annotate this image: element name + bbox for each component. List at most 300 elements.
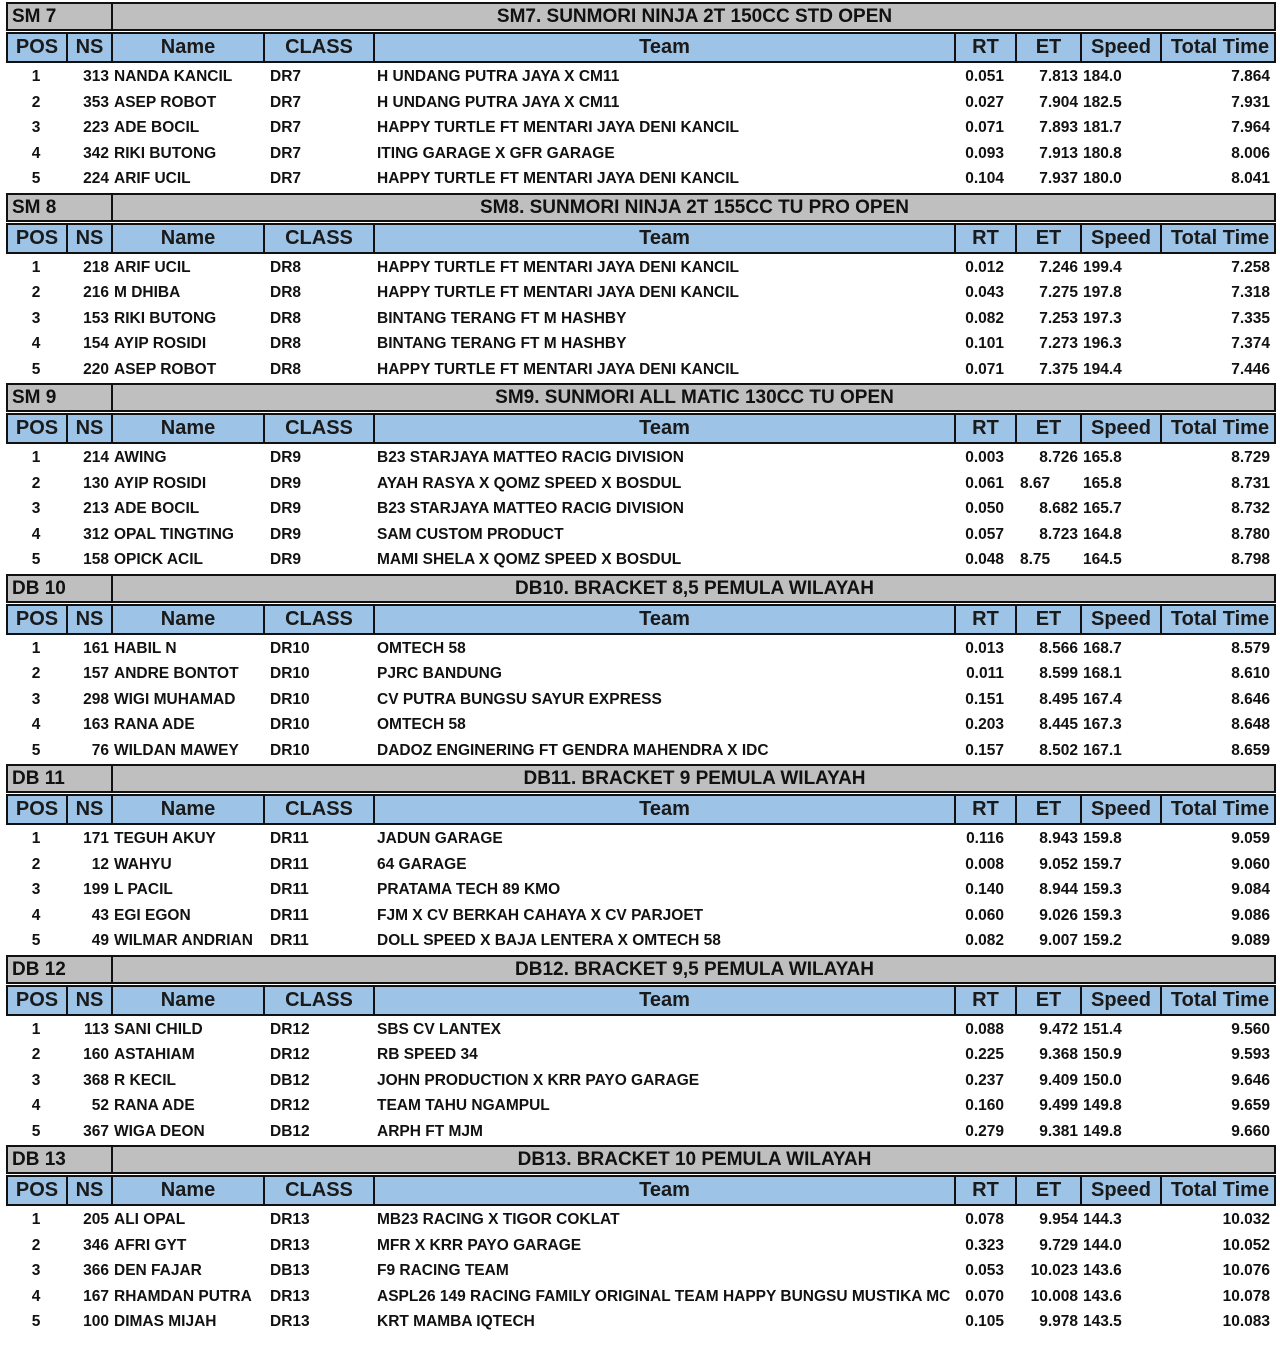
results-rows xyxy=(6,255,1276,383)
class-cell: DR9 xyxy=(270,500,302,518)
category-code: SM 9 xyxy=(8,385,113,410)
reaction-time-cell: 0.043 xyxy=(965,284,1004,302)
column-header: NS xyxy=(68,415,113,442)
class-cell: DR10 xyxy=(270,665,310,683)
position-cell: 5 xyxy=(31,1122,41,1140)
total-time-cell: 8.798 xyxy=(1231,551,1270,569)
elapsed-time-cell: 9.729 xyxy=(1039,1236,1078,1254)
number-cell: 113 xyxy=(83,1020,109,1038)
position-cell: 1 xyxy=(31,639,41,657)
class-cell: DR7 xyxy=(270,93,302,111)
reaction-time-cell: 0.060 xyxy=(965,906,1004,924)
team-cell: RB SPEED 34 xyxy=(377,1046,478,1064)
rider-name-cell: RANA ADE xyxy=(114,716,195,734)
number-cell: 353 xyxy=(83,93,109,111)
rider-name-cell: DEN FAJAR xyxy=(114,1262,202,1280)
reaction-time-cell: 0.071 xyxy=(965,360,1004,378)
category-code: DB 12 xyxy=(8,957,113,982)
team-cell: DADOZ ENGINERING FT GENDRA MAHENDRA X IDC xyxy=(377,741,769,759)
category-title: DB12. BRACKET 9,5 PEMULA WILAYAH xyxy=(515,958,874,980)
number-cell: 100 xyxy=(83,1313,109,1331)
total-time-cell: 9.660 xyxy=(1231,1122,1270,1140)
column-header: RT xyxy=(956,1177,1017,1204)
total-time-cell: 9.089 xyxy=(1231,932,1270,950)
results-rows xyxy=(6,636,1276,764)
number-cell: 49 xyxy=(91,932,109,950)
total-time-cell: 8.646 xyxy=(1231,690,1270,708)
team-cell: KRT MAMBA IQTECH xyxy=(377,1313,535,1331)
elapsed-time-cell: 9.978 xyxy=(1039,1313,1078,1331)
position-cell: 3 xyxy=(31,690,41,708)
class-cell: DB12 xyxy=(270,1122,310,1140)
speed-cell: 159.8 xyxy=(1083,830,1122,847)
speed-cell: 159.3 xyxy=(1083,906,1122,924)
column-header: Total Time xyxy=(1170,226,1270,249)
reaction-time-cell: 0.008 xyxy=(965,855,1004,873)
column-header: NS xyxy=(68,987,113,1014)
position-cell: 5 xyxy=(31,360,41,378)
column-header: ET xyxy=(1017,225,1082,252)
class-cell: DR7 xyxy=(270,144,302,162)
rider-name-cell: AYIP ROSIDI xyxy=(114,335,207,353)
reaction-time-cell: 0.012 xyxy=(965,258,1004,276)
rider-name-cell: WIGA DEON xyxy=(114,1122,205,1140)
class-cell: DR13 xyxy=(270,1211,310,1228)
column-header: POS xyxy=(8,415,68,442)
team-cell: H UNDANG PUTRA JAYA X CM11 xyxy=(377,68,620,85)
team-cell: HAPPY TURTLE FT MENTARI JAYA DENI KANCIL xyxy=(377,170,739,188)
race-section xyxy=(6,1145,1276,1336)
table-row xyxy=(6,1309,1276,1335)
table-row xyxy=(6,471,1276,497)
team-cell: CV PUTRA BUNGSU SAYUR EXPRESS xyxy=(377,690,662,708)
class-cell: DR9 xyxy=(270,449,302,466)
position-cell: 1 xyxy=(31,68,41,85)
rider-name-cell: OPICK ACIL xyxy=(114,551,203,569)
elapsed-time-cell: 8.445 xyxy=(1039,716,1078,734)
class-cell: DR8 xyxy=(270,360,302,378)
column-header: Name xyxy=(113,225,265,252)
number-cell: 205 xyxy=(83,1211,109,1228)
column-header-row xyxy=(6,413,1276,444)
elapsed-time-cell: 10.023 xyxy=(1030,1262,1078,1280)
rider-name-cell: HABIL N xyxy=(114,639,177,657)
column-header: Name xyxy=(113,34,265,61)
column-header: Team xyxy=(375,987,956,1014)
elapsed-time-cell: 8.75 xyxy=(1020,551,1051,569)
category-code: DB 13 xyxy=(8,1147,113,1172)
category-header xyxy=(6,2,1276,31)
rider-name-cell: ASEP ROBOT xyxy=(114,360,217,378)
team-cell: HAPPY TURTLE FT MENTARI JAYA DENI KANCIL xyxy=(377,360,739,378)
speed-cell: 167.4 xyxy=(1083,690,1122,708)
column-header: NS xyxy=(68,1177,113,1204)
table-row xyxy=(6,1207,1276,1233)
position-cell: 2 xyxy=(31,665,41,683)
team-cell: SBS CV LANTEX xyxy=(377,1020,502,1038)
number-cell: 223 xyxy=(83,119,109,137)
number-cell: 342 xyxy=(83,144,109,162)
column-header: Team xyxy=(375,34,956,61)
table-row xyxy=(6,1119,1276,1145)
category-code: SM 7 xyxy=(8,4,113,29)
reaction-time-cell: 0.323 xyxy=(965,1236,1004,1254)
class-cell: DR10 xyxy=(270,639,310,657)
column-header: Name xyxy=(113,606,265,633)
class-cell: DR7 xyxy=(270,119,302,137)
team-cell: MAMI SHELA X QOMZ SPEED X BOSDUL xyxy=(377,551,682,569)
team-cell: SAM CUSTOM PRODUCT xyxy=(377,525,564,543)
team-cell: JADUN GARAGE xyxy=(377,830,503,847)
race-section xyxy=(6,383,1276,574)
column-header: Total Time xyxy=(1170,988,1270,1011)
total-time-cell: 8.006 xyxy=(1231,144,1270,162)
position-cell: 2 xyxy=(31,93,41,111)
elapsed-time-cell: 7.893 xyxy=(1039,119,1078,137)
team-cell: F9 RACING TEAM xyxy=(377,1262,509,1280)
speed-cell: 182.5 xyxy=(1083,93,1122,111)
position-cell: 5 xyxy=(31,741,41,759)
total-time-cell: 7.964 xyxy=(1231,119,1270,137)
column-header: Team xyxy=(375,796,956,823)
column-header: Name xyxy=(113,987,265,1014)
reaction-time-cell: 0.203 xyxy=(965,716,1004,734)
team-cell: PRATAMA TECH 89 KMO xyxy=(377,881,561,899)
number-cell: 313 xyxy=(83,68,109,85)
class-cell: DR8 xyxy=(270,309,302,327)
position-cell: 3 xyxy=(31,119,41,137)
reaction-time-cell: 0.071 xyxy=(965,119,1004,137)
speed-cell: 144.3 xyxy=(1083,1211,1122,1228)
rider-name-cell: ALI OPAL xyxy=(114,1211,186,1228)
number-cell: 154 xyxy=(83,335,109,353)
table-row xyxy=(6,547,1276,573)
column-header: ET xyxy=(1017,1177,1082,1204)
reaction-time-cell: 0.151 xyxy=(965,690,1004,708)
table-row xyxy=(6,852,1276,878)
elapsed-time-cell: 8.682 xyxy=(1039,500,1078,518)
class-cell: DR11 xyxy=(270,830,309,847)
class-cell: DR11 xyxy=(270,855,309,873)
team-cell: AYAH RASYA X QOMZ SPEED X BOSDUL xyxy=(377,474,682,492)
column-header: POS xyxy=(8,34,68,61)
total-time-cell: 8.780 xyxy=(1231,525,1270,543)
total-time-cell: 8.729 xyxy=(1231,449,1270,466)
reaction-time-cell: 0.051 xyxy=(965,68,1004,85)
total-time-cell: 9.560 xyxy=(1231,1020,1270,1038)
column-header: Speed xyxy=(1082,1177,1162,1204)
column-header: POS xyxy=(8,606,68,633)
reaction-time-cell: 0.225 xyxy=(965,1046,1004,1064)
elapsed-time-cell: 7.913 xyxy=(1039,144,1078,162)
speed-cell: 144.0 xyxy=(1083,1236,1122,1254)
elapsed-time-cell: 9.409 xyxy=(1039,1071,1078,1089)
class-cell: DR10 xyxy=(270,716,310,734)
column-header: RT xyxy=(956,606,1017,633)
speed-cell: 164.8 xyxy=(1083,525,1122,543)
category-header xyxy=(6,955,1276,984)
total-time-cell: 9.593 xyxy=(1231,1046,1270,1064)
number-cell: 368 xyxy=(83,1071,109,1089)
total-time-cell: 7.931 xyxy=(1231,93,1270,111)
column-header: Team xyxy=(375,225,956,252)
position-cell: 2 xyxy=(31,474,41,492)
elapsed-time-cell: 9.368 xyxy=(1039,1046,1078,1064)
column-header: Name xyxy=(113,415,265,442)
number-cell: 216 xyxy=(83,284,109,302)
elapsed-time-cell: 10.008 xyxy=(1030,1287,1078,1305)
total-time-cell: 10.078 xyxy=(1222,1287,1270,1305)
table-row xyxy=(6,445,1276,471)
rider-name-cell: EGI EGON xyxy=(114,906,191,924)
table-row xyxy=(6,115,1276,141)
class-cell: DB13 xyxy=(270,1262,310,1280)
total-time-cell: 7.374 xyxy=(1231,335,1270,353)
column-header: NS xyxy=(68,796,113,823)
table-row xyxy=(6,738,1276,764)
race-section xyxy=(6,2,1276,193)
position-cell: 4 xyxy=(31,906,41,924)
column-header: Team xyxy=(375,1177,956,1204)
class-cell: DR11 xyxy=(270,881,309,899)
column-header: CLASS xyxy=(265,1177,375,1204)
column-header-row xyxy=(6,985,1276,1016)
rider-name-cell: L PACIL xyxy=(114,881,173,899)
number-cell: 213 xyxy=(83,500,109,518)
total-time-cell: 9.060 xyxy=(1231,855,1270,873)
number-cell: 346 xyxy=(83,1236,109,1254)
reaction-time-cell: 0.082 xyxy=(965,932,1004,950)
reaction-time-cell: 0.157 xyxy=(965,741,1004,759)
column-header: Total Time xyxy=(1170,36,1270,58)
table-row xyxy=(6,903,1276,929)
number-cell: 12 xyxy=(91,855,109,873)
speed-cell: 168.7 xyxy=(1083,639,1122,657)
position-cell: 5 xyxy=(31,551,41,569)
category-code: SM 8 xyxy=(8,195,113,220)
class-cell: DR8 xyxy=(270,335,302,353)
rider-name-cell: ADE BOCIL xyxy=(114,500,200,518)
column-header: Total Time xyxy=(1170,1179,1270,1201)
rider-name-cell: ASEP ROBOT xyxy=(114,93,217,111)
position-cell: 4 xyxy=(31,1287,41,1305)
speed-cell: 180.8 xyxy=(1083,144,1122,162)
position-cell: 1 xyxy=(31,1211,41,1228)
number-cell: 130 xyxy=(83,474,109,492)
rider-name-cell: DIMAS MIJAH xyxy=(114,1313,217,1331)
team-cell: HAPPY TURTLE FT MENTARI JAYA DENI KANCIL xyxy=(377,284,739,302)
table-row xyxy=(6,928,1276,954)
class-cell: DR12 xyxy=(270,1020,310,1038)
number-cell: 43 xyxy=(91,906,109,924)
total-time-cell: 9.659 xyxy=(1231,1097,1270,1115)
class-cell: DR13 xyxy=(270,1313,310,1331)
column-header: RT xyxy=(956,415,1017,442)
position-cell: 3 xyxy=(31,500,41,518)
column-header: CLASS xyxy=(265,796,375,823)
table-row xyxy=(6,90,1276,116)
elapsed-time-cell: 7.273 xyxy=(1039,335,1078,353)
speed-cell: 150.9 xyxy=(1083,1046,1122,1064)
column-header: POS xyxy=(8,987,68,1014)
column-header: RT xyxy=(956,34,1017,61)
elapsed-time-cell: 8.495 xyxy=(1039,690,1078,708)
position-cell: 3 xyxy=(31,1071,41,1089)
speed-cell: 181.7 xyxy=(1083,119,1122,137)
number-cell: 158 xyxy=(83,551,109,569)
column-header: RT xyxy=(956,796,1017,823)
category-header xyxy=(6,574,1276,603)
column-header: Speed xyxy=(1082,225,1162,252)
elapsed-time-cell: 8.566 xyxy=(1039,639,1078,657)
team-cell: HAPPY TURTLE FT MENTARI JAYA DENI KANCIL xyxy=(377,119,739,137)
elapsed-time-cell: 7.375 xyxy=(1039,360,1078,378)
reaction-time-cell: 0.061 xyxy=(965,474,1004,492)
table-row xyxy=(6,166,1276,192)
team-cell: MB23 RACING X TIGOR COKLAT xyxy=(377,1211,620,1228)
category-title: SM8. SUNMORI NINJA 2T 155CC TU PRO OPEN xyxy=(480,196,909,218)
rider-name-cell: WILDAN MAWEY xyxy=(114,741,239,759)
class-cell: DR7 xyxy=(270,68,302,85)
results-rows xyxy=(6,64,1276,192)
speed-cell: 149.8 xyxy=(1083,1097,1122,1115)
results-rows xyxy=(6,1017,1276,1145)
column-header: CLASS xyxy=(265,225,375,252)
total-time-cell: 8.579 xyxy=(1231,639,1270,657)
number-cell: 367 xyxy=(83,1122,109,1140)
speed-cell: 143.5 xyxy=(1083,1313,1122,1331)
elapsed-time-cell: 9.472 xyxy=(1039,1020,1078,1038)
reaction-time-cell: 0.237 xyxy=(965,1071,1004,1089)
column-header: CLASS xyxy=(265,415,375,442)
speed-cell: 151.4 xyxy=(1083,1020,1122,1038)
rider-name-cell: AWING xyxy=(114,449,167,466)
position-cell: 5 xyxy=(31,932,41,950)
number-cell: 160 xyxy=(83,1046,109,1064)
class-cell: DR12 xyxy=(270,1046,310,1064)
rider-name-cell: ASTAHIAM xyxy=(114,1046,195,1064)
position-cell: 3 xyxy=(31,881,41,899)
column-header: Speed xyxy=(1082,34,1162,61)
column-header: NS xyxy=(68,34,113,61)
position-cell: 4 xyxy=(31,335,41,353)
column-header: Speed xyxy=(1082,415,1162,442)
speed-cell: 165.7 xyxy=(1083,500,1122,518)
total-time-cell: 7.258 xyxy=(1231,258,1270,276)
position-cell: 2 xyxy=(31,284,41,302)
total-time-cell: 10.052 xyxy=(1222,1236,1270,1254)
category-header xyxy=(6,193,1276,222)
table-row xyxy=(6,331,1276,357)
column-header: ET xyxy=(1017,415,1082,442)
table-row xyxy=(6,826,1276,852)
number-cell: 220 xyxy=(83,360,109,378)
class-cell: DR8 xyxy=(270,284,302,302)
class-cell: DR11 xyxy=(270,932,309,950)
speed-cell: 168.1 xyxy=(1083,665,1122,683)
reaction-time-cell: 0.048 xyxy=(965,551,1004,569)
elapsed-time-cell: 8.502 xyxy=(1039,741,1078,759)
rider-name-cell: RHAMDAN PUTRA xyxy=(114,1287,252,1305)
reaction-time-cell: 0.160 xyxy=(965,1097,1004,1115)
race-section xyxy=(6,574,1276,765)
team-cell: OMTECH 58 xyxy=(377,639,466,657)
speed-cell: 180.0 xyxy=(1083,170,1122,188)
number-cell: 163 xyxy=(83,716,109,734)
position-cell: 3 xyxy=(31,309,41,327)
column-header: NS xyxy=(68,225,113,252)
column-header: CLASS xyxy=(265,606,375,633)
total-time-cell: 7.446 xyxy=(1231,360,1270,378)
table-row xyxy=(6,522,1276,548)
column-header: ET xyxy=(1017,606,1082,633)
rider-name-cell: SANI CHILD xyxy=(114,1020,203,1038)
number-cell: 157 xyxy=(83,665,109,683)
class-cell: DR9 xyxy=(270,551,302,569)
class-cell: DR13 xyxy=(270,1236,310,1254)
speed-cell: 194.4 xyxy=(1083,360,1122,378)
speed-cell: 143.6 xyxy=(1083,1262,1122,1280)
team-cell: FJM X CV BERKAH CAHAYA X CV PARJOET xyxy=(377,906,704,924)
column-header: Team xyxy=(375,415,956,442)
position-cell: 1 xyxy=(31,258,41,276)
reaction-time-cell: 0.279 xyxy=(965,1122,1004,1140)
column-header: Team xyxy=(375,606,956,633)
team-cell: OMTECH 58 xyxy=(377,716,466,734)
team-cell: BINTANG TERANG FT M HASHBY xyxy=(377,309,627,327)
total-time-cell: 9.059 xyxy=(1231,830,1270,847)
category-code: DB 10 xyxy=(8,576,113,601)
rider-name-cell: RIKI BUTONG xyxy=(114,309,217,327)
team-cell: H UNDANG PUTRA JAYA X CM11 xyxy=(377,93,620,111)
rider-name-cell: WIGI MUHAMAD xyxy=(114,690,236,708)
total-time-cell: 9.646 xyxy=(1231,1071,1270,1089)
position-cell: 1 xyxy=(31,449,41,466)
number-cell: 153 xyxy=(83,309,109,327)
class-cell: DR9 xyxy=(270,525,302,543)
category-header xyxy=(6,1145,1276,1174)
rider-name-cell: ANDRE BONTOT xyxy=(114,665,239,683)
elapsed-time-cell: 8.943 xyxy=(1039,830,1078,847)
speed-cell: 159.2 xyxy=(1083,932,1122,950)
table-row xyxy=(6,357,1276,383)
column-header: NS xyxy=(68,606,113,633)
column-header: ET xyxy=(1017,796,1082,823)
column-header-row xyxy=(6,223,1276,254)
elapsed-time-cell: 9.052 xyxy=(1039,855,1078,873)
category-title: SM9. SUNMORI ALL MATIC 130CC TU OPEN xyxy=(495,387,894,408)
elapsed-time-cell: 7.253 xyxy=(1039,309,1078,327)
reaction-time-cell: 0.013 xyxy=(965,639,1004,657)
number-cell: 214 xyxy=(83,449,109,466)
rider-name-cell: RIKI BUTONG xyxy=(114,144,217,162)
speed-cell: 165.8 xyxy=(1083,449,1122,466)
team-cell: B23 STARJAYA MATTEO RACIG DIVISION xyxy=(377,449,684,466)
team-cell: DOLL SPEED X BAJA LENTERA X OMTECH 58 xyxy=(377,932,721,950)
table-row xyxy=(6,712,1276,738)
number-cell: 218 xyxy=(83,258,109,276)
elapsed-time-cell: 7.275 xyxy=(1039,284,1078,302)
elapsed-time-cell: 8.723 xyxy=(1039,525,1078,543)
table-row xyxy=(6,636,1276,662)
speed-cell: 197.8 xyxy=(1083,284,1122,302)
number-cell: 312 xyxy=(83,525,109,543)
speed-cell: 159.3 xyxy=(1083,881,1122,899)
table-row xyxy=(6,877,1276,903)
column-header-row xyxy=(6,1175,1276,1206)
team-cell: ARPH FT MJM xyxy=(377,1122,483,1140)
column-header: Name xyxy=(113,796,265,823)
